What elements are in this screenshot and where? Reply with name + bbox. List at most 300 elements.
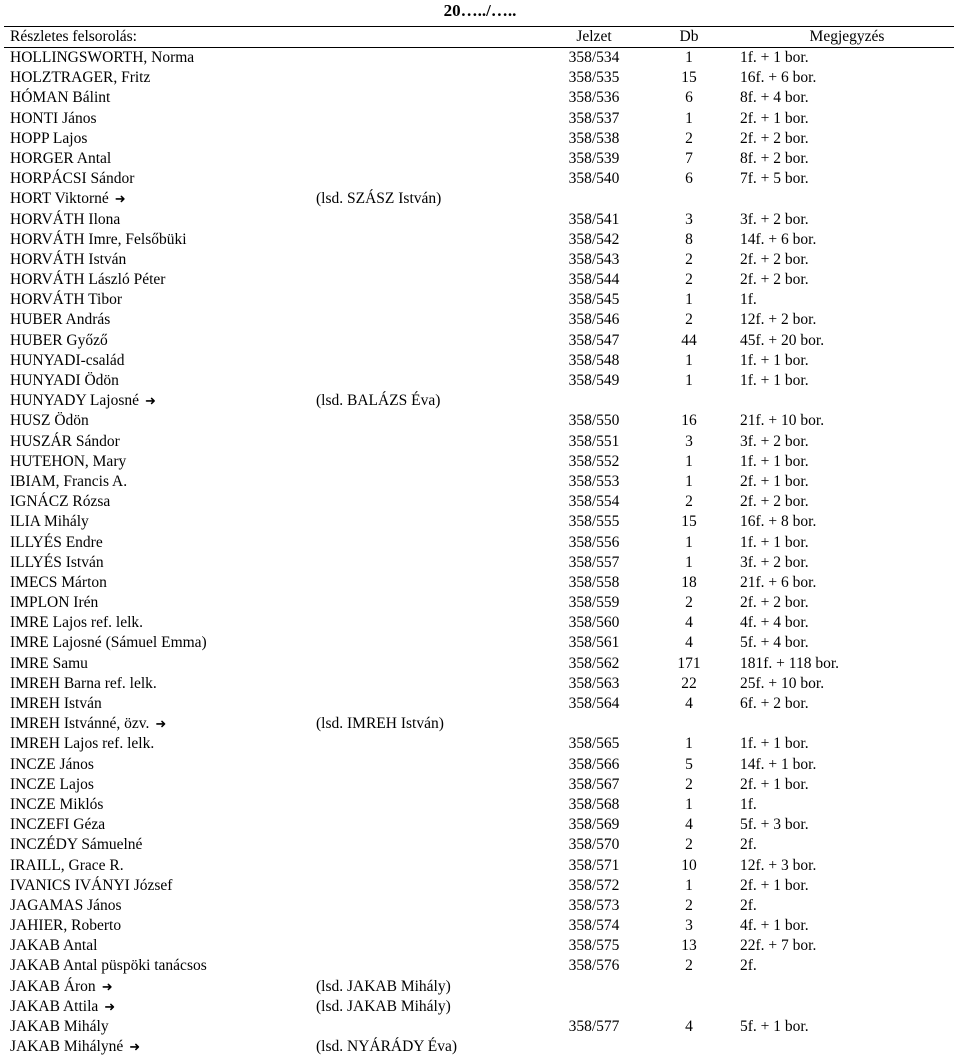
- table-header: [4, 26, 954, 48]
- table-row: [4, 432, 954, 452]
- entry-name: [10, 795, 103, 815]
- table-row: [4, 795, 954, 815]
- entry-count: 4: [685, 614, 693, 632]
- entry-name-text: HONTI János: [10, 109, 97, 127]
- entry-name: [10, 250, 126, 270]
- entry-note: 2f.: [740, 896, 757, 914]
- entry-name-text: HUNYADI Ödön: [10, 372, 119, 389]
- entry-note: 2f.: [740, 957, 757, 975]
- entry-name: [10, 331, 108, 351]
- entry-name: [10, 452, 126, 472]
- entry-name: [10, 492, 110, 512]
- right-arrow-icon: ➜: [104, 998, 116, 1014]
- entry-name-text: IMECS Márton: [10, 573, 107, 591]
- entry-name-text: HORGER Antal: [10, 149, 112, 167]
- column-header-code: Jelzet: [576, 28, 612, 45]
- entry-code: 358/543: [568, 250, 620, 268]
- entry-note: 21f. + 10 bor.: [740, 412, 825, 430]
- entry-count: 10: [681, 856, 697, 874]
- entry-count: 171: [677, 654, 701, 672]
- entry-name: [10, 633, 207, 653]
- entry-note: 3f. + 2 bor.: [740, 210, 809, 228]
- entry-note: 2f. + 1 bor.: [740, 472, 809, 490]
- entry-name-text: IMRE Lajosné (Sámuel Emma): [10, 634, 207, 652]
- entry-count: 1: [685, 876, 693, 894]
- entry-name-text: HUTEHON, Mary: [10, 452, 127, 470]
- column-header-note: Megjegyzés: [809, 28, 885, 45]
- entry-note: 12f. + 3 bor.: [740, 856, 817, 874]
- entry-name: [10, 1017, 109, 1037]
- entry-name-text: ILIA Mihály: [10, 513, 89, 531]
- entry-code: 358/562: [568, 654, 620, 672]
- entry-count: 2: [685, 775, 693, 793]
- entry-count: 2: [685, 836, 693, 854]
- table-row: [4, 129, 954, 149]
- entry-name: [10, 290, 122, 310]
- entry-code: 358/538: [568, 129, 620, 147]
- entry-code: 358/541: [568, 210, 620, 228]
- entry-count: 18: [681, 573, 697, 591]
- table-row: [4, 411, 954, 431]
- entry-code: 358/535: [568, 69, 620, 87]
- entry-name-text: IBIAM, Francis A.: [10, 472, 128, 490]
- entry-note: 3f. + 2 bor.: [740, 553, 809, 571]
- listing-table: [4, 26, 954, 1057]
- entry-name: [10, 694, 102, 714]
- table-row: [4, 936, 954, 956]
- entry-name: [10, 270, 165, 290]
- entry-code: 358/569: [568, 816, 620, 834]
- entry-note: 4f. + 4 bor.: [740, 614, 809, 632]
- entry-count: 2: [685, 129, 693, 147]
- entry-name-text: JAKAB Antal: [10, 937, 98, 955]
- table-row: [4, 674, 954, 694]
- table-row: [4, 210, 954, 230]
- entry-count: 2: [685, 957, 693, 975]
- table-row: [4, 149, 954, 169]
- entry-note: 2f. + 2 bor.: [740, 250, 809, 268]
- table-row: [4, 593, 954, 613]
- table-row: [4, 835, 954, 855]
- entry-name-text: HUBER András: [10, 311, 111, 329]
- entry-code: 358/563: [568, 674, 620, 692]
- table-row: [4, 694, 954, 714]
- table-row: [4, 633, 954, 653]
- entry-name-text: IMRE Samu: [10, 654, 88, 672]
- table-row: [4, 1037, 954, 1057]
- entry-code: 358/571: [568, 856, 620, 874]
- entry-name: [10, 533, 103, 553]
- entry-name-text: HORVÁTH László Péter: [10, 271, 166, 289]
- entry-name: [10, 68, 150, 88]
- entry-note: 12f. + 2 bor.: [740, 311, 817, 329]
- entry-note: 1f. + 1 bor.: [740, 372, 809, 389]
- entry-note: 45f. + 20 bor.: [740, 331, 825, 349]
- entry-name: [10, 755, 94, 775]
- entry-name-text: HORVÁTH Ilona: [10, 210, 121, 228]
- entry-code: 358/549: [568, 372, 620, 389]
- entry-count: 8: [685, 230, 693, 248]
- entry-name: [10, 775, 94, 795]
- entry-note: 1f.: [740, 795, 757, 813]
- entry-note: 6f. + 2 bor.: [740, 695, 809, 712]
- right-arrow-icon: ➜: [145, 393, 156, 409]
- entry-note: 2f. + 2 bor.: [740, 493, 809, 511]
- entry-code: 358/564: [568, 695, 620, 712]
- entry-code: 358/551: [568, 432, 620, 450]
- table-row: [4, 997, 954, 1017]
- table-row: [4, 512, 954, 532]
- entry-code: 358/573: [568, 896, 620, 914]
- entry-note: 1f. + 1 bor.: [740, 735, 809, 753]
- entry-code: 358/558: [568, 573, 620, 591]
- entry-name: [10, 189, 126, 209]
- entry-note: 8f. + 4 bor.: [740, 89, 809, 107]
- right-arrow-icon: ➜: [129, 1039, 141, 1055]
- entry-name: [10, 997, 115, 1017]
- table-row: [4, 755, 954, 775]
- entry-note: 1f. + 1 bor.: [740, 49, 809, 66]
- entry-name: [10, 916, 121, 936]
- entry-name: [10, 48, 194, 68]
- entry-name: [10, 432, 120, 452]
- entry-name-text: HUSZ Ödön: [10, 412, 89, 430]
- table-row: [4, 250, 954, 270]
- entry-name: [10, 310, 110, 330]
- table-row: [4, 553, 954, 573]
- entry-note: 8f. + 2 bor.: [740, 149, 809, 167]
- entry-reference: (lsd. NYÁRÁDY Éva): [316, 1038, 458, 1056]
- entry-code: 358/572: [568, 876, 620, 894]
- entry-count: 13: [681, 937, 697, 955]
- entry-reference: (lsd. BALÁZS Éva): [316, 392, 441, 410]
- entry-code: 358/537: [568, 109, 620, 127]
- table-row: [4, 1017, 954, 1037]
- entry-note: 2f.: [740, 836, 757, 854]
- entry-reference: (lsd. JAKAB Mihály): [316, 997, 451, 1015]
- right-arrow-icon: ➜: [114, 191, 126, 207]
- entry-count: 5: [685, 755, 693, 773]
- entry-name-text: JAKAB Mihályné: [10, 1038, 124, 1056]
- entry-count: 1: [685, 291, 693, 309]
- entry-note: 1f. + 1 bor.: [740, 351, 809, 369]
- entry-count: 4: [685, 1018, 693, 1035]
- entry-count: 1: [685, 351, 693, 369]
- entry-name: [10, 1037, 140, 1057]
- entry-code: 358/555: [568, 513, 620, 531]
- entry-count: 1: [685, 372, 693, 389]
- entry-count: 2: [685, 594, 693, 612]
- entry-name: [10, 371, 119, 391]
- entry-code: 358/534: [568, 49, 620, 66]
- entry-code: 358/542: [568, 230, 620, 248]
- entry-code: 358/566: [568, 755, 620, 773]
- entry-note: 16f. + 6 bor.: [740, 69, 817, 87]
- entry-name-text: INCZE János: [10, 755, 94, 773]
- entry-name-text: IVANICS IVÁNYI József: [10, 876, 173, 894]
- entry-name: [10, 734, 154, 754]
- entry-name: [10, 896, 122, 916]
- entry-name-text: INCZE Lajos: [10, 775, 94, 793]
- entry-name: [10, 230, 187, 250]
- entry-name: [10, 856, 124, 876]
- table-row: [4, 270, 954, 290]
- table-row: [4, 169, 954, 189]
- entry-count: 2: [685, 250, 693, 268]
- table-row: [4, 310, 954, 330]
- entry-code: 358/552: [568, 452, 620, 470]
- entry-note: 2f. + 1 bor.: [740, 109, 809, 127]
- entry-name-text: HÓMAN Bálint: [10, 89, 111, 107]
- column-header-name: Részletes felsorolás:: [10, 28, 137, 45]
- entry-name-text: HORVÁTH Tibor: [10, 291, 123, 309]
- entry-reference: (lsd. IMREH István): [316, 715, 444, 733]
- entry-code: 358/576: [568, 957, 620, 975]
- entry-count: 2: [685, 896, 693, 914]
- entry-name-text: IMRE Lajos ref. lelk.: [10, 614, 144, 632]
- entry-code: 358/547: [568, 331, 620, 349]
- table-row: [4, 351, 954, 371]
- entry-name: [10, 936, 97, 956]
- table-row: [4, 452, 954, 472]
- entry-note: 5f. + 1 bor.: [740, 1018, 809, 1035]
- entry-name: [10, 169, 134, 189]
- table-row: [4, 109, 954, 129]
- entry-count: 4: [685, 695, 693, 712]
- entry-name-text: HUSZÁR Sándor: [10, 432, 120, 450]
- entry-name: [10, 674, 157, 694]
- entry-name-text: IMREH Istvánné, özv.: [10, 715, 150, 733]
- entry-name-text: IGNÁCZ Rózsa: [10, 493, 111, 511]
- entry-name: [10, 512, 89, 532]
- entry-name-text: HORVÁTH István: [10, 250, 127, 268]
- table-row: [4, 391, 954, 411]
- entry-reference: (lsd. SZÁSZ István): [316, 190, 442, 208]
- entry-note: 5f. + 4 bor.: [740, 634, 809, 652]
- table-row: [4, 371, 954, 391]
- entry-name: [10, 714, 166, 734]
- table-row: [4, 714, 954, 734]
- entry-code: 358/550: [568, 412, 620, 430]
- entry-name: [10, 391, 156, 411]
- entry-name-text: JAKAB Mihály: [10, 1018, 109, 1035]
- entry-name-text: IMREH Barna ref. lelk.: [10, 674, 157, 692]
- right-arrow-icon: ➜: [101, 978, 113, 994]
- entry-count: 1: [685, 533, 693, 551]
- entry-code: 358/556: [568, 533, 620, 551]
- entry-code: 358/559: [568, 594, 620, 612]
- entry-note: 2f. + 2 bor.: [740, 594, 809, 612]
- column-header-db: Db: [679, 28, 699, 45]
- entry-code: 358/567: [568, 775, 620, 793]
- entry-name-text: HORT Viktorné: [10, 190, 109, 208]
- table-row: [4, 775, 954, 795]
- right-arrow-icon: ➜: [155, 716, 167, 732]
- table-row: [4, 956, 954, 976]
- entry-count: 2: [685, 311, 693, 329]
- entry-count: 6: [685, 89, 693, 107]
- entry-name-text: JAKAB Áron: [10, 977, 96, 995]
- entry-note: 16f. + 8 bor.: [740, 513, 817, 531]
- entry-name: [10, 593, 98, 613]
- entry-note: 25f. + 10 bor.: [740, 674, 825, 692]
- entry-count: 1: [685, 452, 693, 470]
- entry-count: 16: [681, 412, 697, 430]
- entry-count: 3: [685, 432, 693, 450]
- entry-name-text: HORPÁCSI Sándor: [10, 170, 135, 188]
- entry-name: [10, 654, 88, 674]
- entry-code: 358/544: [568, 271, 620, 289]
- table-row: [4, 856, 954, 876]
- entry-note: 1f.: [740, 291, 757, 309]
- entry-name: [10, 210, 120, 230]
- table-row: [4, 916, 954, 936]
- entry-note: 1f. + 1 bor.: [740, 452, 809, 470]
- entry-name-text: HUBER Győző: [10, 331, 108, 349]
- entry-name: [10, 129, 87, 149]
- entry-name-text: ILLYÉS Endre: [10, 533, 103, 551]
- entry-code: 358/545: [568, 291, 620, 309]
- entry-name-text: INCZEFI Géza: [10, 816, 106, 834]
- entry-note: 2f. + 2 bor.: [740, 271, 809, 289]
- entry-name: [10, 351, 125, 371]
- table-row: [4, 876, 954, 896]
- entry-note: 2f. + 1 bor.: [740, 876, 809, 894]
- entry-code: 358/553: [568, 472, 620, 490]
- entry-code: 358/568: [568, 795, 620, 813]
- entry-count: 1: [685, 795, 693, 813]
- table-row: [4, 613, 954, 633]
- table-row: [4, 977, 954, 997]
- entry-count: 1: [685, 109, 693, 127]
- entry-count: 3: [685, 917, 693, 935]
- entry-note: 1f. + 1 bor.: [740, 533, 809, 551]
- entry-count: 4: [685, 816, 693, 834]
- entry-name: [10, 613, 143, 633]
- entry-name-text: JAKAB Antal püspöki tanácsos: [10, 957, 207, 975]
- entry-count: 2: [685, 271, 693, 289]
- entry-code: 358/539: [568, 149, 620, 167]
- entry-note: 5f. + 3 bor.: [740, 816, 809, 834]
- entry-name: [10, 876, 172, 896]
- entry-name-text: HUNYADY Lajosné: [10, 392, 140, 410]
- table-row: [4, 48, 954, 68]
- entry-count: 44: [681, 331, 697, 349]
- entry-name: [10, 149, 111, 169]
- entry-name-text: INCZE Miklós: [10, 795, 104, 813]
- entry-name: [10, 109, 97, 129]
- entry-reference: (lsd. JAKAB Mihály): [316, 977, 451, 995]
- entry-name-text: HOLLINGSWORTH, Norma: [10, 49, 195, 66]
- entry-count: 7: [685, 149, 693, 167]
- entry-code: 358/536: [568, 89, 620, 107]
- table-row: [4, 654, 954, 674]
- entry-name-text: HUNYADI-család: [10, 351, 125, 369]
- entry-count: 15: [681, 513, 697, 531]
- entry-count: 3: [685, 210, 693, 228]
- table-row: [4, 896, 954, 916]
- table-row: [4, 573, 954, 593]
- entry-name-text: HOLZTRAGER, Fritz: [10, 69, 151, 87]
- entry-name: [10, 835, 142, 855]
- entry-note: 7f. + 5 bor.: [740, 170, 809, 188]
- entry-note: 22f. + 7 bor.: [740, 937, 817, 955]
- table-row: [4, 331, 954, 351]
- entry-name: [10, 815, 105, 835]
- entry-note: 2f. + 1 bor.: [740, 775, 809, 793]
- entry-code: 358/574: [568, 917, 620, 935]
- entry-code: 358/577: [568, 1018, 620, 1035]
- entry-code: 358/570: [568, 836, 620, 854]
- entry-code: 358/565: [568, 735, 620, 753]
- entry-note: 14f. + 6 bor.: [740, 230, 817, 248]
- entry-note: 181f. + 118 bor.: [740, 654, 840, 672]
- table-row: [4, 533, 954, 553]
- entry-count: 2: [685, 493, 693, 511]
- table-row: [4, 815, 954, 835]
- entry-note: 3f. + 2 bor.: [740, 432, 809, 450]
- entry-code: 358/554: [568, 493, 620, 511]
- entry-name: [10, 977, 113, 997]
- entry-note: 4f. + 1 bor.: [740, 917, 809, 935]
- entry-name: [10, 956, 207, 976]
- entry-count: 4: [685, 634, 693, 652]
- entry-code: 358/575: [568, 937, 620, 955]
- table-row: [4, 230, 954, 250]
- entry-name: [10, 411, 89, 431]
- entry-code: 358/557: [568, 553, 620, 571]
- entry-name-text: JAKAB Attila: [10, 997, 99, 1015]
- entry-count: 15: [681, 69, 697, 87]
- entry-note: 2f. + 2 bor.: [740, 129, 809, 147]
- entry-code: 358/560: [568, 614, 620, 632]
- entry-name-text: IMREH Lajos ref. lelk.: [10, 735, 155, 753]
- entry-name: [10, 573, 107, 593]
- entry-name-text: HORVÁTH Imre, Felsőbüki: [10, 230, 187, 248]
- entry-count: 1: [685, 553, 693, 571]
- table-row: [4, 734, 954, 754]
- table-body: [4, 48, 954, 1057]
- entry-name-text: IMPLON Irén: [10, 594, 99, 612]
- entry-code: 358/546: [568, 311, 620, 329]
- entry-count: 6: [685, 170, 693, 188]
- entry-name-text: HOPP Lajos: [10, 129, 88, 147]
- entry-note: 14f. + 1 bor.: [740, 755, 817, 773]
- page-header: 20…../…..: [443, 1, 517, 20]
- entry-count: 1: [685, 472, 693, 490]
- entry-name-text: INCZÉDY Sámuelné: [10, 836, 143, 854]
- entry-code: 358/548: [568, 351, 620, 369]
- entry-name: [10, 88, 110, 108]
- entry-name: [10, 472, 127, 492]
- entry-code: 358/540: [568, 170, 620, 188]
- entry-name-text: JAGAMAS János: [10, 896, 122, 914]
- table-row: [4, 472, 954, 492]
- entry-note: 21f. + 6 bor.: [740, 573, 817, 591]
- table-row: [4, 189, 954, 209]
- table-row: [4, 492, 954, 512]
- entry-name-text: IMREH István: [10, 695, 102, 712]
- entry-count: 22: [681, 674, 697, 692]
- table-row: [4, 88, 954, 108]
- table-row: [4, 68, 954, 88]
- table-row: [4, 290, 954, 310]
- entry-count: 1: [685, 49, 693, 66]
- entry-name-text: ILLYÉS István: [10, 553, 104, 571]
- entry-name: [10, 553, 104, 573]
- entry-count: 1: [685, 735, 693, 753]
- entry-code: 358/561: [568, 634, 620, 652]
